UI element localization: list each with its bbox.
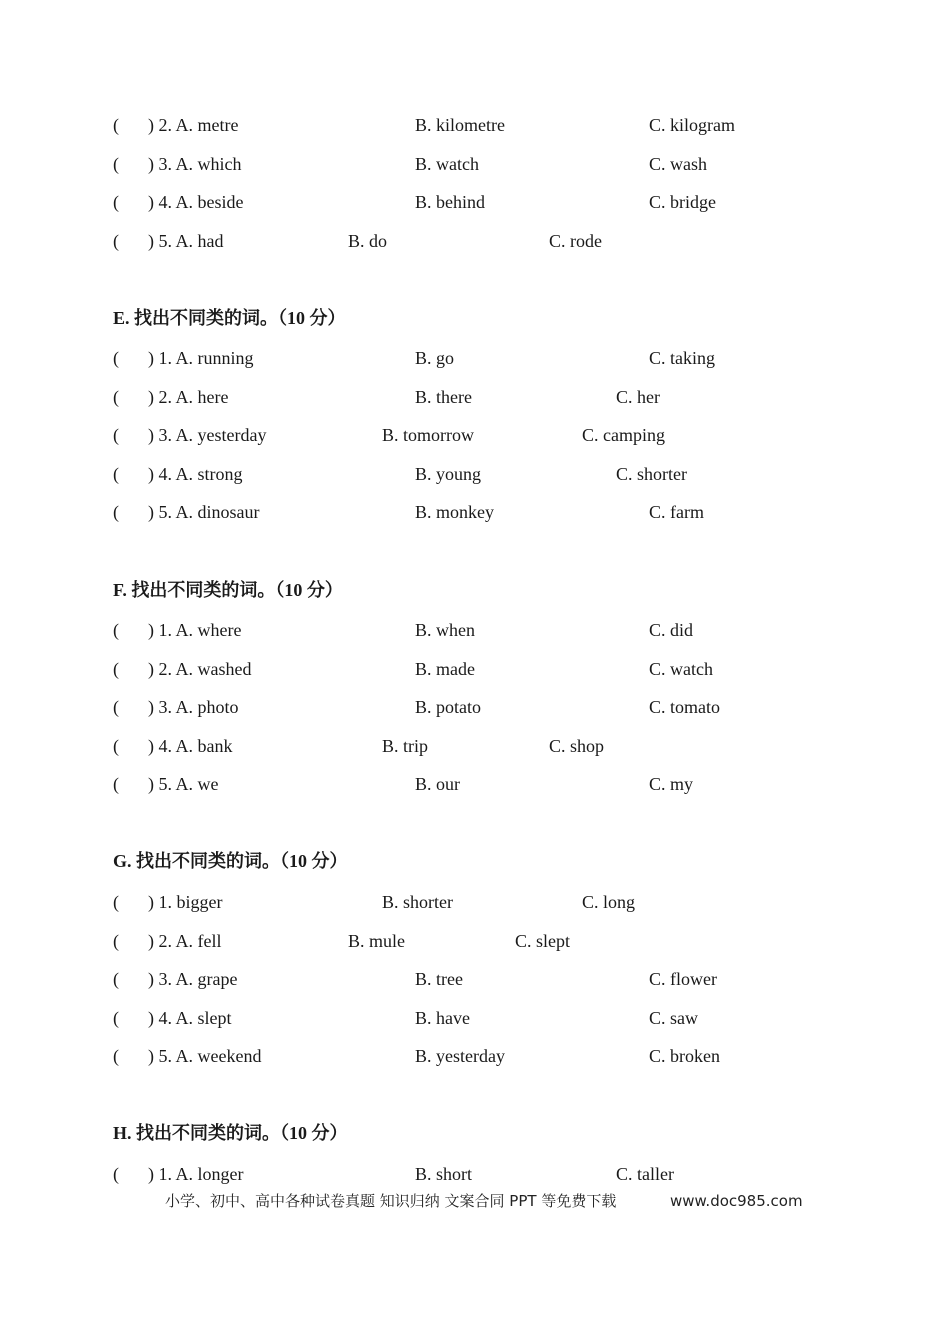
question-row (0, 964, 950, 994)
footer-promo-text: 小学、初中、高中各种试卷真题 知识归纳 文案合同 PPT 等免费下载 (165, 1192, 617, 1210)
option-b: B. potato (415, 697, 481, 717)
question-row (0, 887, 950, 917)
option-b: B. watch (415, 154, 479, 174)
question-row (0, 110, 950, 140)
option-b: B. do (348, 231, 388, 251)
question-row (0, 615, 950, 645)
answer-bracket: ( (113, 502, 119, 522)
option-c: C. taking (649, 348, 715, 368)
option-b: B. mule (348, 931, 405, 951)
answer-bracket: ( (113, 1164, 119, 1184)
option-c: C. wash (649, 154, 707, 174)
answer-bracket: ( (113, 659, 119, 679)
answer-bracket: ( (113, 931, 119, 951)
option-c: C. did (649, 620, 694, 640)
question-row (0, 497, 950, 527)
option-c: C. bridge (649, 192, 716, 212)
answer-bracket: ( (113, 348, 119, 368)
option-a: ) 1. bigger (148, 892, 223, 912)
answer-bracket: ( (113, 192, 119, 212)
question-row (0, 420, 950, 450)
question-row (0, 343, 950, 373)
answer-bracket: ( (113, 464, 119, 484)
option-b: B. yesterday (415, 1046, 505, 1066)
option-c: C. my (649, 774, 694, 794)
option-a: ) 2. A. fell (148, 931, 222, 951)
option-b: B. behind (415, 192, 485, 212)
option-a: ) 1. A. where (148, 620, 242, 640)
option-b: B. tomorrow (382, 425, 474, 445)
option-c: C. her (616, 387, 660, 407)
question-row (0, 769, 950, 799)
question-row (0, 1041, 950, 1071)
option-c: C. taller (616, 1164, 674, 1184)
option-a: ) 1. A. running (148, 348, 254, 368)
question-row (0, 1159, 950, 1189)
option-b: B. shorter (382, 892, 453, 912)
option-a: ) 3. A. yesterday (148, 425, 267, 445)
option-c: C. kilogram (649, 115, 735, 135)
option-a: ) 3. A. which (148, 154, 242, 174)
option-b: B. when (415, 620, 475, 640)
question-row (0, 187, 950, 217)
question-row (0, 1003, 950, 1033)
answer-bracket: ( (113, 154, 119, 174)
question-row (0, 654, 950, 684)
option-c: C. farm (649, 502, 704, 522)
option-c: C. rode (549, 231, 602, 251)
option-a: ) 5. A. weekend (148, 1046, 262, 1066)
section-heading: G. 找出不同类的词。（10 分） (113, 851, 348, 871)
answer-bracket: ( (113, 1008, 119, 1028)
section-heading: E. 找出不同类的词。（10 分） (113, 308, 346, 328)
footer-website-link[interactable]: www.doc985.com (670, 1192, 803, 1210)
option-c: C. slept (515, 931, 571, 951)
option-b: B. go (415, 348, 455, 368)
answer-bracket: ( (113, 387, 119, 407)
question-row (0, 692, 950, 722)
option-a: ) 3. A. photo (148, 697, 239, 717)
option-b: B. our (415, 774, 460, 794)
option-b: B. have (415, 1008, 470, 1028)
answer-bracket: ( (113, 231, 119, 251)
option-a: ) 4. A. bank (148, 736, 233, 756)
option-b: B. monkey (415, 502, 494, 522)
question-row (0, 382, 950, 412)
option-a: ) 2. A. metre (148, 115, 239, 135)
answer-bracket: ( (113, 969, 119, 989)
section-heading: H. 找出不同类的词。（10 分） (113, 1123, 348, 1143)
option-c: C. flower (649, 969, 717, 989)
option-b: B. made (415, 659, 475, 679)
option-b: B. short (415, 1164, 473, 1184)
question-row (0, 926, 950, 956)
option-c: C. saw (649, 1008, 698, 1028)
option-c: C. shop (549, 736, 605, 756)
option-a: ) 1. A. longer (148, 1164, 244, 1184)
question-row (0, 731, 950, 761)
option-b: B. tree (415, 969, 463, 989)
answer-bracket: ( (113, 425, 119, 445)
answer-bracket: ( (113, 892, 119, 912)
option-c: C. shorter (616, 464, 687, 484)
option-c: C. watch (649, 659, 713, 679)
page-footer (0, 1188, 950, 1214)
option-c: C. broken (649, 1046, 720, 1066)
option-b: B. young (415, 464, 482, 484)
option-a: ) 5. A. we (148, 774, 219, 794)
option-a: ) 5. A. had (148, 231, 224, 251)
option-a: ) 4. A. slept (148, 1008, 232, 1028)
option-c: C. tomato (649, 697, 720, 717)
option-a: ) 2. A. here (148, 387, 229, 407)
question-row (0, 149, 950, 179)
option-a: ) 4. A. beside (148, 192, 244, 212)
answer-bracket: ( (113, 774, 119, 794)
option-a: ) 3. A. grape (148, 969, 238, 989)
option-c: C. long (582, 892, 636, 912)
answer-bracket: ( (113, 620, 119, 640)
answer-bracket: ( (113, 736, 119, 756)
answer-bracket: ( (113, 1046, 119, 1066)
option-b: B. trip (382, 736, 429, 756)
question-row (0, 459, 950, 489)
option-b: B. kilometre (415, 115, 505, 135)
section-heading: F. 找出不同类的词。（10 分） (113, 580, 343, 600)
option-b: B. there (415, 387, 472, 407)
option-c: C. camping (582, 425, 665, 445)
option-a: ) 2. A. washed (148, 659, 252, 679)
option-a: ) 5. A. dinosaur (148, 502, 260, 522)
answer-bracket: ( (113, 697, 119, 717)
answer-bracket: ( (113, 115, 119, 135)
option-a: ) 4. A. strong (148, 464, 243, 484)
question-row (0, 226, 950, 256)
